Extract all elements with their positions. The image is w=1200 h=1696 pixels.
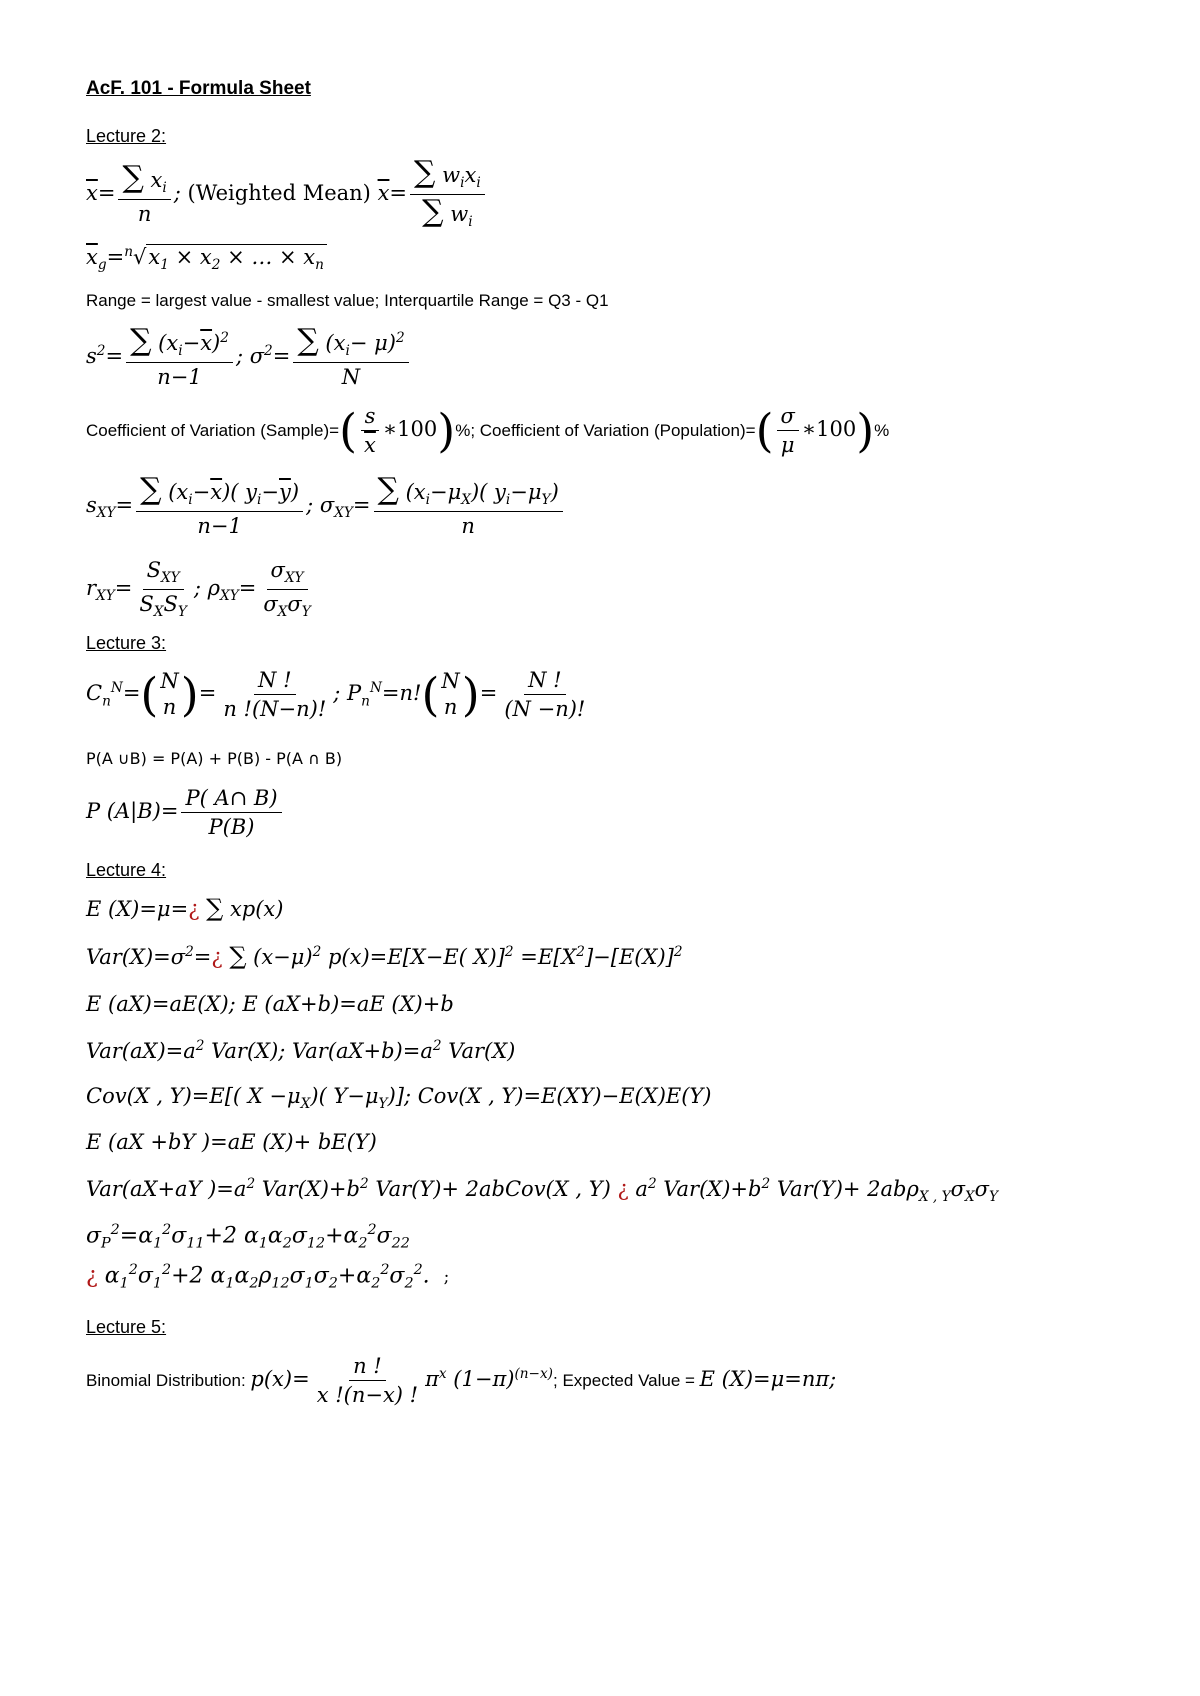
formula-geometric-mean: $\overline{x}_g=^n√x_1 \times x_2$ × … × $x_n$	[86, 244, 327, 273]
lecture-2-heading: Lecture 2:	[86, 126, 167, 146]
weighted-mean-label: (Weighted Mean)	[187, 180, 371, 205]
formula-correlation: $r_{XY}=$ $\frac{S_{XY}}{S_XS_Y}$ ; $\rho_{XY}=$ $\frac{\sigma_{XY}}{\sigma_X\sigma_Y}$	[86, 558, 311, 621]
expected-value-label: ; Expected Value =	[553, 1371, 700, 1391]
binomial-label: Binomial Distribution:	[86, 1371, 251, 1391]
formula-covariance: $s_{XY}=$ $\frac{\sum (x_i-\overline{x})( y_i-\overline{y})}{n-1}$ ; $\sigma_{XY}=$ $\frac{\sum (x_i-\mu_X)( y_i-\mu_Y)}{n}$	[86, 475, 566, 538]
lecture-3-heading: Lecture 3:	[86, 633, 167, 653]
formula-portfolio-variance: $\sigma_P^2=\alpha_1^2\sigma_{11}+2$ $\alpha_1\alpha_2\sigma_{12}+\alpha_2^2\sigma_{22}$	[86, 1222, 410, 1252]
formula-coefficient-of-variation: Coefficient of Variation (Sample)=( $\frac{s}{x}$ ∗100)%; Coefficient of Variation (Population)=( $\frac{\sigma}{\mu}$ ∗100)%	[86, 403, 890, 458]
formula-linear-expectation: E (aX)=aE(X); E (aX+b)=aE (X)+b	[86, 992, 454, 1016]
cv-population-label: ; Coefficient of Variation (Population)=	[470, 421, 756, 441]
formula-variance: $s^2=$ $\frac{\sum (x_i-\overline{x})^2}{n-1}$ ; $\sigma^2=$ $\frac{\sum (x_i- \mu)^2}{N}$	[86, 326, 412, 389]
formula-binomial: Binomial Distribution: p(x)= $\frac{n !}{x !(n-x) !}$ $\pi^x$ $(1-\pi)^{(n-x)}$; Expected Value = E (X)=μ=nπ;	[86, 1354, 837, 1408]
cv-population-percent: %	[874, 421, 890, 441]
formula-sum-expectation: E (aX +bY )=aE (X)+ bE(Y)	[86, 1130, 377, 1154]
formula-probability-union: P(A ∪B) = P(A) + P(B) - P(A ∩ B)	[86, 749, 343, 768]
lecture-5-heading: Lecture 5:	[86, 1317, 167, 1337]
page-title: AcF. 101 - Formula Sheet	[86, 78, 311, 99]
lecture-4-heading: Lecture 4:	[86, 860, 167, 880]
cv-sample-percent: %	[455, 421, 471, 441]
formula-linear-variance: $Var(aX)=a^2$ Var(X); $Var(aX+b)=a^2$ Var(X)	[86, 1038, 516, 1063]
formula-mean: $\overline{x}=$ $\frac{\sum x_i}{n}$ ; (Weighted Mean) $\overline{x}=$ $\frac{\sum w_ix_i}{\sum w_i}$	[86, 158, 488, 231]
formula-sum-variance: Var(aX+aY )$=a^2$ $Var(X)+b^2$ Var(Y)+ 2abCov(X , Y) ¿ $a^2$ $Var(X)+b^2$ $Var(Y)+ 2ab\rho_{X , Y}\sigma_X\sigma_Y$	[86, 1176, 998, 1206]
formula-portfolio-variance-correlation: ¿ $\alpha_1^2\sigma_1^2+2$ $\alpha_1\alpha_2\rho_{12}\sigma_1\sigma_2+\alpha_2^2\sigma_2^2$. ;	[86, 1262, 450, 1292]
formula-conditional-probability: P (A|B)= $\frac{P( A\cap B)}{P(B)}$	[86, 786, 285, 839]
range-text: Range = largest value - smallest value; Interquartile Range = Q3 - Q1	[86, 291, 609, 310]
formula-covariance-rv: Cov(X , Y)=E[( $X -\mu_X$)( $Y-\mu_Y$)]; Cov(X , Y)=E(XY)−E(X)E(Y)	[86, 1084, 712, 1113]
formula-variance-rv: $Var(X)=\sigma^2=¿$ ∑ $(x-\mu)^2$ p(x)=E[X−E( $X)]^2 =E[X^2]-[E(X)]^2$	[86, 942, 683, 970]
formula-combinations-permutations: $C_n^N=$( N n )= $\frac{N !}{n !(N-n)!}$ ; $P_n^N=n$!( N n )= $\frac{N !}{(N -n)!}$	[86, 667, 586, 722]
cv-sample-label: Coefficient of Variation (Sample)=	[86, 421, 340, 441]
formula-expected-value: E (X)=μ=¿ ∑ xp(x)	[86, 894, 284, 922]
